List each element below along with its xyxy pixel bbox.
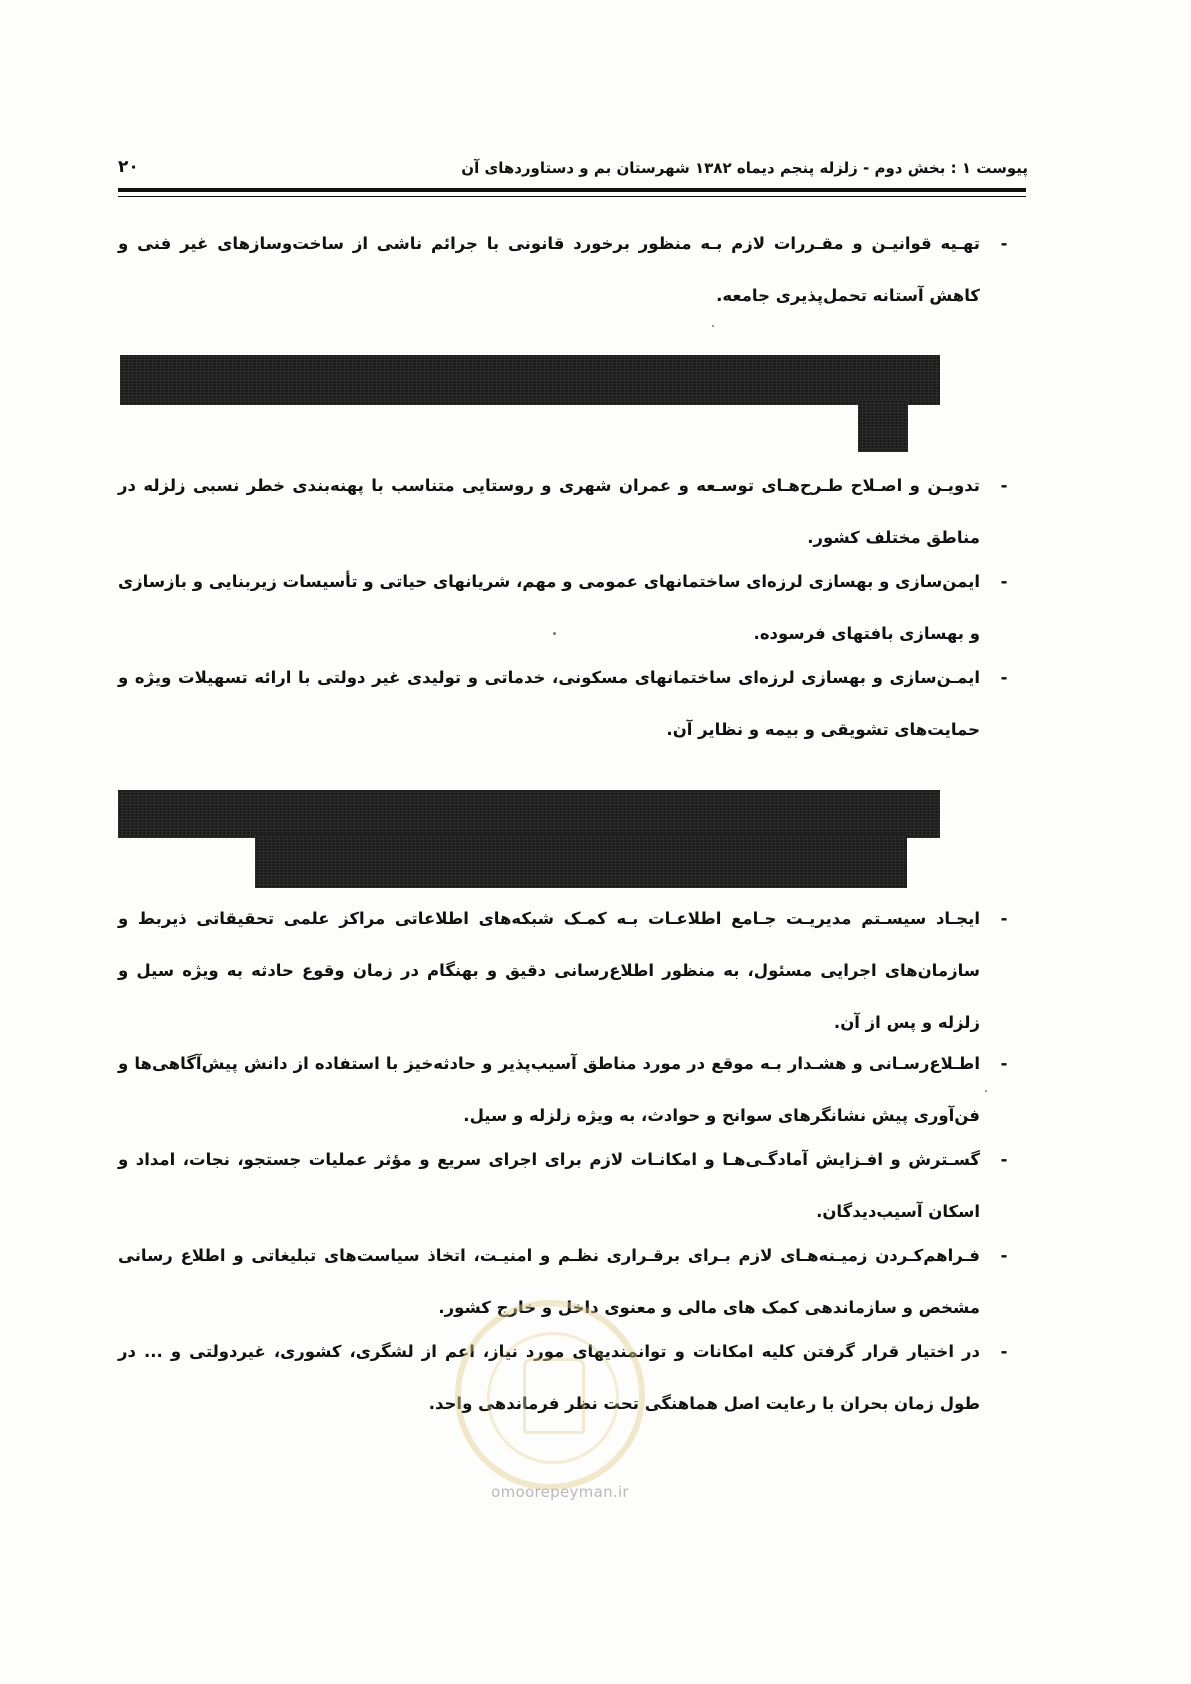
- list-dash: -: [1000, 572, 1008, 591]
- list-item-text: ایمـن‌سازی و بهسازی لرزه‌ای ساختمانهای مسکونی، خدماتی و تولیدی غیر دولتی با ارائه تسهیلات ویژه و حمایت‌های تشویقی و بیمه و نظایر آن.: [118, 668, 980, 739]
- list-item: [118, 460, 1008, 564]
- redaction-block: [858, 400, 908, 452]
- list-dash: -: [1000, 234, 1008, 253]
- list-item-text: در اختیار قرار گرفتن کلیه امکانات و توانمندیهای مورد نیاز، اعم از لشگری، کشوری، غیردولتی و ... در طول زمان بحران با رعایت اصل هماهنگی تحت نظر فرماندهی واحد.: [118, 1342, 980, 1413]
- running-title: پیوست ۱ : بخش دوم - زلزله پنجم دیماه ۱۳۸۲ شهرستان بم و دستاوردهای آن: [461, 159, 1028, 177]
- list-item: [118, 1134, 1008, 1238]
- watermark-seal: [455, 1300, 645, 1490]
- list-item: [118, 218, 1008, 322]
- list-dash: -: [1000, 909, 1008, 928]
- list-item: [118, 893, 1008, 1049]
- list-dash: -: [1000, 1342, 1008, 1361]
- list-item-text: ایمن‌سازی و بهسازی لرزه‌ای ساختمانهای عمومی و مهم، شریانهای حیاتی و تأسیسات زیربنایی و بازسازی و بهسازی بافتهای فرسوده.: [118, 572, 980, 643]
- list-dash: -: [1000, 1150, 1008, 1169]
- page-header: [118, 157, 1028, 187]
- page-number: ۲۰: [118, 157, 139, 177]
- list-item: [118, 1038, 1008, 1142]
- list-dash: -: [1000, 1054, 1008, 1073]
- scan-speck: [712, 325, 714, 327]
- redaction-block: [255, 834, 907, 888]
- list-item-text: تدویـن و اصـلاح طـرح‌هـای توسـعه و عمران شهری و روستایی متناسب با پهنه‌بندی خطر نسبی زلزله در مناطق مختلف کشور.: [118, 476, 980, 547]
- scan-speck: [553, 632, 556, 635]
- list-item-text: گسـترش و افـزایش آمادگـی‌هـا و امکانـات لازم برای اجرای سریع و مؤثر عملیات جستجو، نجات، امداد و اسکان آسیب‌دیدگان.: [118, 1150, 980, 1221]
- redaction-block: [118, 790, 940, 838]
- scan-speck: [985, 1090, 987, 1092]
- list-dash: -: [1000, 1246, 1008, 1265]
- watermark-text: omoorepeyman.ir: [491, 1483, 629, 1501]
- list-item: [118, 556, 1008, 660]
- list-dash: -: [1000, 476, 1008, 495]
- list-dash: -: [1000, 668, 1008, 687]
- list-item-text: تهـیه قوانیـن و مقـررات لازم بـه منظور برخورد قانونی با جرائم ناشی از ساخت‌وسازهای غیر فنی و کاهش آستانه تحمل‌پذیری جامعه.: [118, 234, 980, 305]
- list-item: [118, 652, 1008, 756]
- watermark-emblem-icon: [523, 1358, 585, 1434]
- list-item-text: ایجـاد سیسـتم مدیریـت جـامع اطلاعـات بـه کمـک شبکه‌های اطلاعاتی مراکز علمی تحقیقاتی ذیربط و سازمان‌های اجرایی مسئول، به منظور اطلاع‌رسانی دقیق و بهنگام در زمان وقوع حادثه به ویژه سیل و زلزله و پس از آن.: [118, 909, 980, 1032]
- header-rule-thick: [118, 188, 1026, 192]
- header-rule-thin: [118, 196, 1026, 197]
- list-item-text: اطـلاع‌رسـانی و هشـدار بـه موقع در مورد مناطق آسیب‌پذیر و حادثه‌خیز با استفاده از دانش پیش‌آگاهی‌ها و فن‌آوری پیش نشانگرهای سوانح و حوادث، به ویژه زلزله و سیل.: [118, 1054, 980, 1125]
- redaction-block: [120, 355, 940, 405]
- list-item-text: فـراهم‌کـردن زمیـنه‌هـای لازم بـرای برقـراری نظـم و امنیـت، اتخاذ سیاست‌های تبلیغاتی و اطلاع رسانی مشخص و سازماندهی کمک های مالی و معنوی داخل و خارج کشور.: [118, 1246, 980, 1317]
